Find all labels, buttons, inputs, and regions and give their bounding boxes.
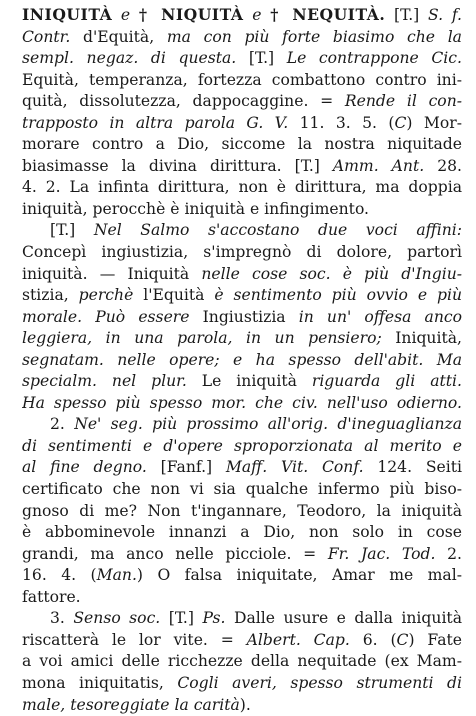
italic-text: trapposto in altra parola G. V. (22, 114, 288, 132)
italic-text: Può essere (95, 308, 189, 326)
entry-line (22, 242, 462, 264)
italic-text: nelle cose soc. è più d'Ingiu- (201, 265, 462, 283)
headword: INIQUITÀ (22, 5, 112, 24)
italic-text: C (394, 114, 406, 132)
text-segment: [T.] (50, 221, 94, 239)
entry-line (22, 264, 462, 286)
entry-line (22, 4, 462, 27)
italic-text: Ne' seg. più prossimo all'orig. d'ineguaglianza (74, 415, 462, 433)
text-segment (82, 308, 95, 326)
text-segment: Equità, temperanza, fortezza combattono contro ini- (22, 71, 462, 89)
italic-text: Ps. (202, 609, 225, 627)
italic-text: morale. (22, 308, 82, 326)
entry-line (22, 307, 462, 329)
text-segment: Iniquità, (382, 329, 462, 347)
text-segment: è abbominevole innanzi a Dio, non solo in cose (22, 523, 462, 541)
headword: † NEQUITÀ. (270, 5, 385, 24)
entry-line (22, 27, 462, 49)
italic-text: ma con più forte biasimo che la (167, 28, 462, 46)
text-segment: 2. (435, 545, 462, 563)
text-segment: certificato che non vi sia qualche infermo più biso- (22, 480, 462, 498)
text-segment: ). (240, 696, 251, 714)
italic-text: Fr. Jac. Tod. (328, 545, 436, 563)
text-segment: ) O falsa iniquitate, Amar me mal- (137, 566, 462, 584)
text-segment: Ingiustizia (189, 308, 298, 326)
entry-line (22, 177, 462, 199)
text-segment: iniquità, perocchè è iniquità e infingimento. (22, 200, 369, 218)
italic-text: Le contrappone Cic. (287, 49, 462, 67)
italic-text: è sentimento più ovvio e più (214, 286, 462, 304)
text-segment: 28. (424, 157, 462, 175)
entry-line (22, 414, 462, 436)
italic-text: Maff. Vit. Conf. (226, 458, 364, 476)
entry-line (22, 285, 462, 307)
entry-line (22, 695, 462, 716)
italic-text: in un' offesa anco (299, 308, 462, 326)
italic-text: Ha spesso più spesso mor. che civ. nell'uso odierno. (22, 394, 462, 412)
text-segment: riscatterà le lor vite. = (22, 631, 247, 649)
italic-text: di sentimenti e d'opere sproporzionata al merito e (22, 437, 462, 455)
text-segment: ) Mor- (406, 114, 462, 132)
text-segment: biasimasse la divina dirittura. [T.] (22, 157, 333, 175)
entry-line (22, 651, 462, 673)
text-segment: Le iniquità (187, 372, 312, 390)
entry-line (22, 457, 462, 479)
entry-line (22, 608, 462, 630)
text-segment: fattore. (22, 588, 81, 606)
entry-line (22, 393, 462, 415)
text-segment: [Fanf.] (147, 458, 226, 476)
italic-text: Amm. Ant. (333, 157, 424, 175)
entry-line (22, 436, 462, 458)
text-segment: l'Equità (133, 286, 214, 304)
text-segment: [T.] (385, 6, 428, 24)
italic-text: e (112, 6, 139, 24)
italic-text: segnatam. nelle opere; e ha spesso dell'abit. Ma (22, 351, 462, 369)
text-segment: d'Equità, (70, 28, 167, 46)
italic-text: perchè (79, 286, 134, 304)
entry-line (22, 220, 462, 242)
entry-line (22, 350, 462, 372)
italic-text: leggiera, in una parola, in un pensiero; (22, 329, 382, 347)
text-segment: [T.] (160, 609, 202, 627)
text-segment: 11. 3. 5. ( (288, 114, 394, 132)
text-segment: mona iniquitatis, (22, 674, 177, 692)
italic-text: Contr. (22, 28, 70, 46)
entry-line (22, 371, 462, 393)
text-segment: Concepì ingiustizia, s'impregnò di dolore, partorì (22, 243, 462, 261)
text-segment: stizia, (22, 286, 79, 304)
italic-text: male, tesoreggiate la carità (22, 696, 240, 714)
entry-line (22, 199, 462, 221)
text-segment: morare contro a Dio, siccome la nostra niquitade (22, 135, 462, 153)
text-segment: 6. ( (350, 631, 397, 649)
entry-line (22, 565, 462, 587)
text-segment: gnoso di me? Non t'ingannare, Teodoro, la iniquità (22, 502, 462, 520)
entry-line (22, 91, 462, 113)
italic-text: C (397, 631, 409, 649)
italic-text: Rende il con- (345, 92, 462, 110)
entry-line (22, 156, 462, 178)
entry-line (22, 134, 462, 156)
text-segment: quità, dissolutezza, dappocaggine. = (22, 92, 345, 110)
italic-text: e (243, 6, 270, 24)
entry-line (22, 522, 462, 544)
italic-text: Cogli averi, spesso strumenti di (177, 674, 462, 692)
text-segment: 2. (50, 415, 74, 433)
entry-line (22, 501, 462, 523)
text-segment: 124. Seiti (364, 458, 462, 476)
text-segment: iniquità. — Iniquità (22, 265, 201, 283)
entry-line (22, 70, 462, 92)
text-segment: 4. 2. La infinta dirittura, non è dirittura, ma doppia (22, 178, 462, 196)
entry-line (22, 328, 462, 350)
italic-text: riguarda gli atti. (312, 372, 462, 390)
text-segment: 16. 4. ( (22, 566, 97, 584)
italic-text: Nel Salmo s'accostano due voci affini: (94, 221, 462, 239)
entry-line (22, 587, 462, 609)
text-segment: Dalle usure e dalla iniquità (226, 609, 463, 627)
entry-line (22, 479, 462, 501)
text-segment: 3. (50, 609, 73, 627)
italic-text: Albert. Cap. (247, 631, 350, 649)
text-segment: ) Fate (408, 631, 462, 649)
italic-text: Senso soc. (73, 609, 160, 627)
entry-line (22, 544, 462, 566)
text-segment: [T.] (236, 49, 286, 67)
italic-text: al fine degno. (22, 458, 147, 476)
entry-line (22, 630, 462, 652)
italic-text: sempl. negaz. di questa. (22, 49, 236, 67)
headword: † NIQUITÀ (139, 5, 244, 24)
italic-text: specialm. nel plur. (22, 372, 187, 390)
entry-line (22, 673, 462, 695)
text-segment: grandi, ma anco nelle picciole. = (22, 545, 328, 563)
entry-line (22, 113, 462, 135)
italic-text: S. f. (428, 6, 462, 24)
text-segment: a voi amici delle ricchezze della nequitade (ex Mam- (22, 652, 462, 670)
italic-text: Man. (97, 566, 137, 584)
entry-line (22, 48, 462, 70)
